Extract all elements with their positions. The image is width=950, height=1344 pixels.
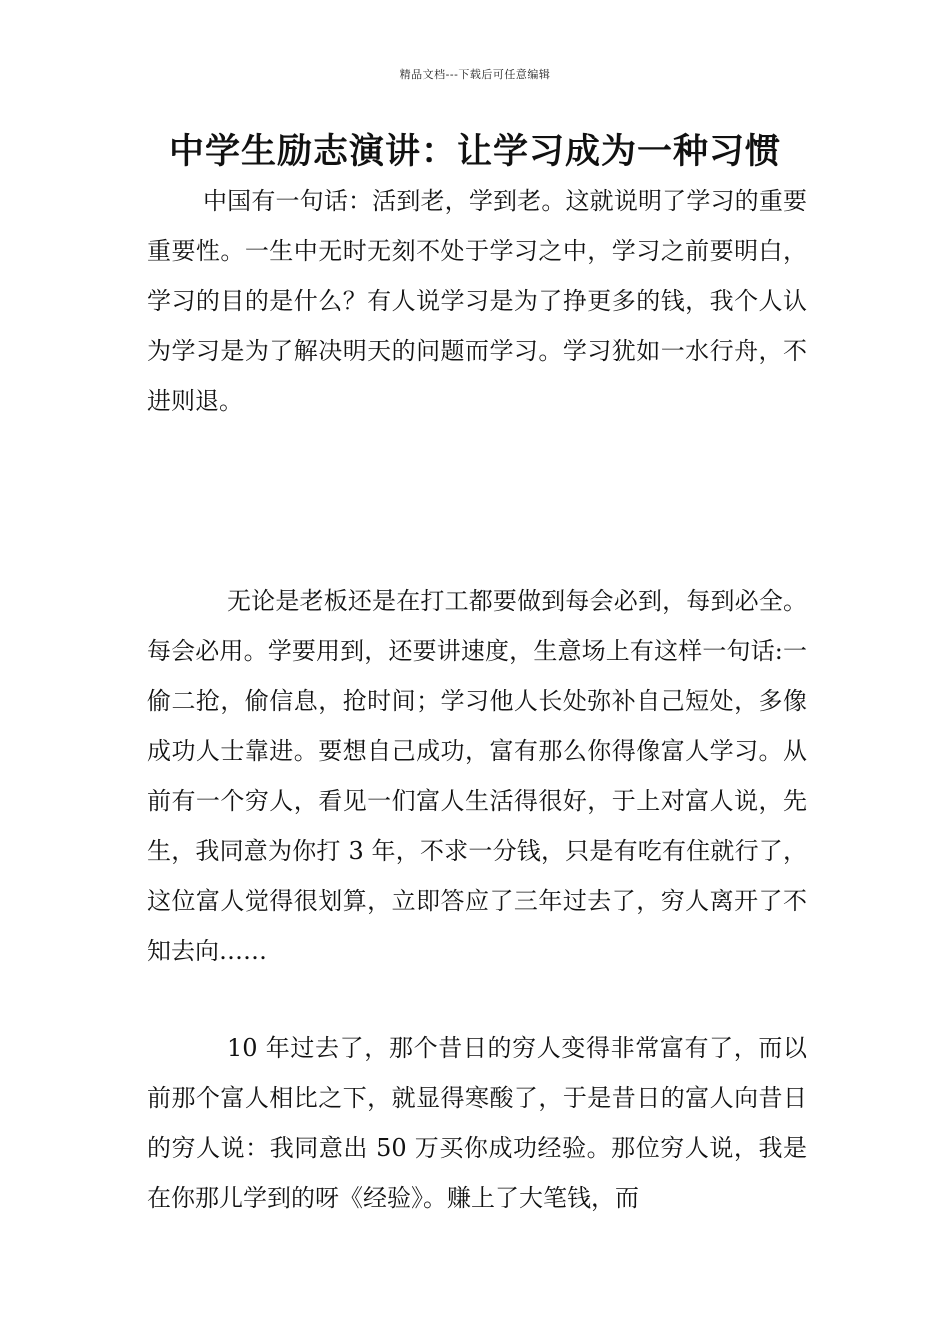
paragraph-3: 10 年过去了，那个昔日的穷人变得非常富有了，而以前那个富人相比之下，就显得寒酸了，于是昔日的富人向昔日的穷人说：我同意出 50 万买你成功经验。那位穷人说，我是在你那儿学到的呀《经验》。赚上了大笔钱，而 bbox=[147, 1034, 807, 1212]
document-title: 中学生励志演讲：让学习成为一种习惯 bbox=[168, 132, 781, 172]
header-note: 精品文档---下载后可任意编辑 bbox=[399, 68, 551, 81]
paragraph-1: 中国有一句话：活到老，学到老。这就说明了学习的重要重要性。一生中无时无刻不处于学习之中，学习之前要明白，学习的目的是什么？有人说学习是为了挣更多的钱，我个人认为学习是为了解决明天的问题而学习。学习犹如一水行舟，不进则退。 bbox=[147, 187, 807, 415]
paragraph-2: 无论是老板还是在打工都要做到每会必到，每到必全。每会必用。学要用到，还要讲速度，生意场上有这样一句话:一偷二抢，偷信息，抢时间；学习他人长处弥补自己短处，多像成功人士靠进。要想自己成功，富有那么你得像富人学习。从前有一个穷人，看见一们富人生活得很好，于上对富人说，先生，我同意为你打 3 年，不求一分钱，只是有吃有住就行了，这位富人觉得很划算，立即答应了三年过去了，穷人离开了不知去向…… bbox=[147, 587, 807, 965]
